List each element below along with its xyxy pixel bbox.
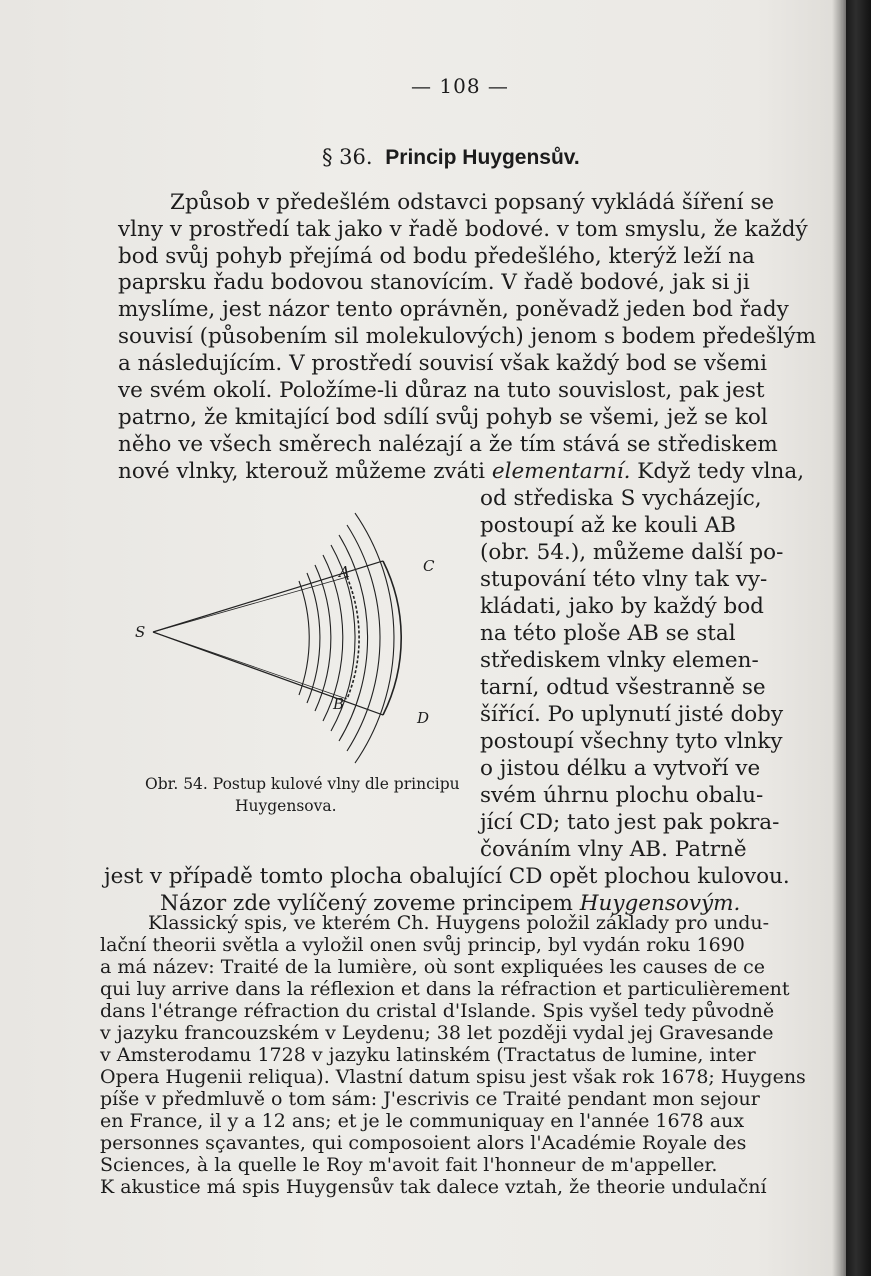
ray-SA-inner: [153, 577, 347, 632]
footnote-line: v Amsterodamu 1728 v jazyku latinském (Tractatus de lumine, inter: [100, 1044, 756, 1066]
footnote-line: personnes sçavantes, qui composoient alors l'Académie Royale des: [100, 1132, 747, 1154]
section-title: Princip Huygensův.: [385, 146, 580, 169]
text-run: Když tedy vlna,: [630, 459, 805, 484]
footnote-line: v jazyku francouzském v Leydenu; 38 let později vydal jej Gravesande: [100, 1022, 774, 1044]
column-line: o jistou délku a vytvoří ve: [480, 756, 761, 781]
footnote-line: qui luy arrive dans la réflexion et dans la réfraction et particulièrement: [100, 978, 790, 1000]
figure-caption: [145, 773, 475, 817]
label-B: B: [333, 695, 345, 713]
column-line: od střediska S vycházejíc,: [480, 486, 762, 511]
page-gutter-shadow: [832, 0, 846, 1276]
figure-54-diagram: [125, 505, 455, 770]
footnote-line: K akustice má spis Huygensův tak dalece vztah, že theorie undulační: [100, 1176, 767, 1198]
paragraph-line-elementarni: [118, 459, 805, 485]
footnote-line: Opera Hugenii reliqua). Vlastní datum spisu jest však rok 1678; Huygens: [100, 1066, 806, 1088]
paragraph-line: a následujícím. V prostředí souvisí však každý bod se všemi: [118, 351, 767, 376]
paragraph-line: souvisí (působením sil molekulových) jenom s bodem předešlým: [118, 324, 817, 349]
caption-line: Obr. 54. Postup kulové vlny dle principu: [145, 775, 460, 793]
wave-arc: [299, 581, 309, 695]
page-number: — 108 —: [411, 74, 509, 98]
paragraph-line: paprsku řadu bodovou stanovícím. V řadě bodové, jak si ji: [118, 270, 750, 295]
label-S: S: [135, 623, 146, 641]
paragraph-line: myslíme, jest názor tento oprávněn, poněvadž jeden bod řady: [118, 297, 789, 322]
paragraph-line: něho ve všech směrech nalézají a že tím stává se střediskem: [118, 432, 778, 457]
column-line: postoupí všechny tyto vlnky: [480, 729, 783, 754]
paragraph-line: patrno, že kmitající bod sdílí svůj pohyb se všemi, jež se kol: [118, 405, 768, 430]
footnote-line: lační theorii světla a vyložil onen svůj princip, byl vydán roku 1690: [100, 934, 745, 956]
italic-term-elementarni: elementarní.: [491, 459, 631, 484]
footnote-line: en France, il y a 12 ans; et je le communiquay en l'année 1678 aux: [100, 1110, 745, 1132]
arc-group: [153, 513, 401, 763]
ray-SB: [153, 632, 383, 715]
envelope-CD: [383, 561, 401, 715]
footnote-line: a má název: Traité de la lumière, où sont expliquées les causes de ce: [100, 956, 765, 978]
wave-arc: [347, 525, 380, 751]
column-line: jící CD; tato jest pak pokra-: [480, 810, 780, 835]
footnote-line: píše v předmluvě o tom sám: J'escrivis ce Traité pendant mon sejour: [100, 1088, 760, 1110]
book-binding: [846, 0, 871, 1276]
label-D: D: [417, 709, 430, 727]
footnote-line: Klassický spis, ve kterém Ch. Huygens položil základy pro undu-: [148, 912, 770, 934]
paragraph-line: ve svém okolí. Položíme-li důraz na tuto souvislost, pak jest: [118, 378, 765, 403]
column-line: na této ploše AB se stal: [480, 621, 736, 646]
italic-term-huygensovym: Huygensovým.: [579, 891, 741, 916]
column-line: (obr. 54.), můžeme další po-: [480, 540, 784, 565]
sphere-AB: [347, 577, 359, 699]
footnote-line: dans l'étrange réfraction du cristal d'Islande. Spis vyšel tedy původně: [100, 1000, 775, 1022]
column-line: postoupí až ke kouli AB: [480, 513, 736, 538]
column-line: tarní, odtud všestranně se: [480, 675, 766, 700]
section-heading: [322, 145, 582, 170]
caption-line: Huygensova.: [235, 797, 337, 815]
section-symbol: § 36.: [322, 145, 373, 169]
text-run: Názor zde vylíčený zoveme principem: [160, 891, 580, 916]
paragraph-line: jest v případě tomto plocha obalující CD opět plochou kulovou.: [104, 864, 790, 889]
paragraph-line: bod svůj pohyb přejímá od bodu předešlého, kterýž leží na: [118, 244, 755, 269]
column-line: svém úhrnu plochu obalu-: [480, 783, 764, 808]
label-C: C: [423, 557, 435, 575]
label-A: A: [339, 563, 350, 581]
column-line: čováním vlny AB. Patrně: [480, 837, 747, 862]
footnote-line: Sciences, à la quelle le Roy m'avoit fait l'honneur de m'appeller.: [100, 1154, 718, 1176]
column-line: šířící. Po uplynutí jisté doby: [480, 702, 784, 727]
paragraph-line: Způsob v předešlém odstavci popsaný vykládá šíření se: [170, 190, 775, 215]
paragraph-line: vlny v prostředí tak jako v řadě bodové. v tom smyslu, že každý: [118, 217, 808, 242]
column-line: stupování této vlny tak vy-: [480, 567, 768, 592]
text-run: nové vlnky, kterouž můžeme zváti: [118, 459, 492, 484]
column-line: kládati, jako by každý bod: [480, 594, 764, 619]
column-line: střediskem vlnky elemen-: [480, 648, 759, 673]
